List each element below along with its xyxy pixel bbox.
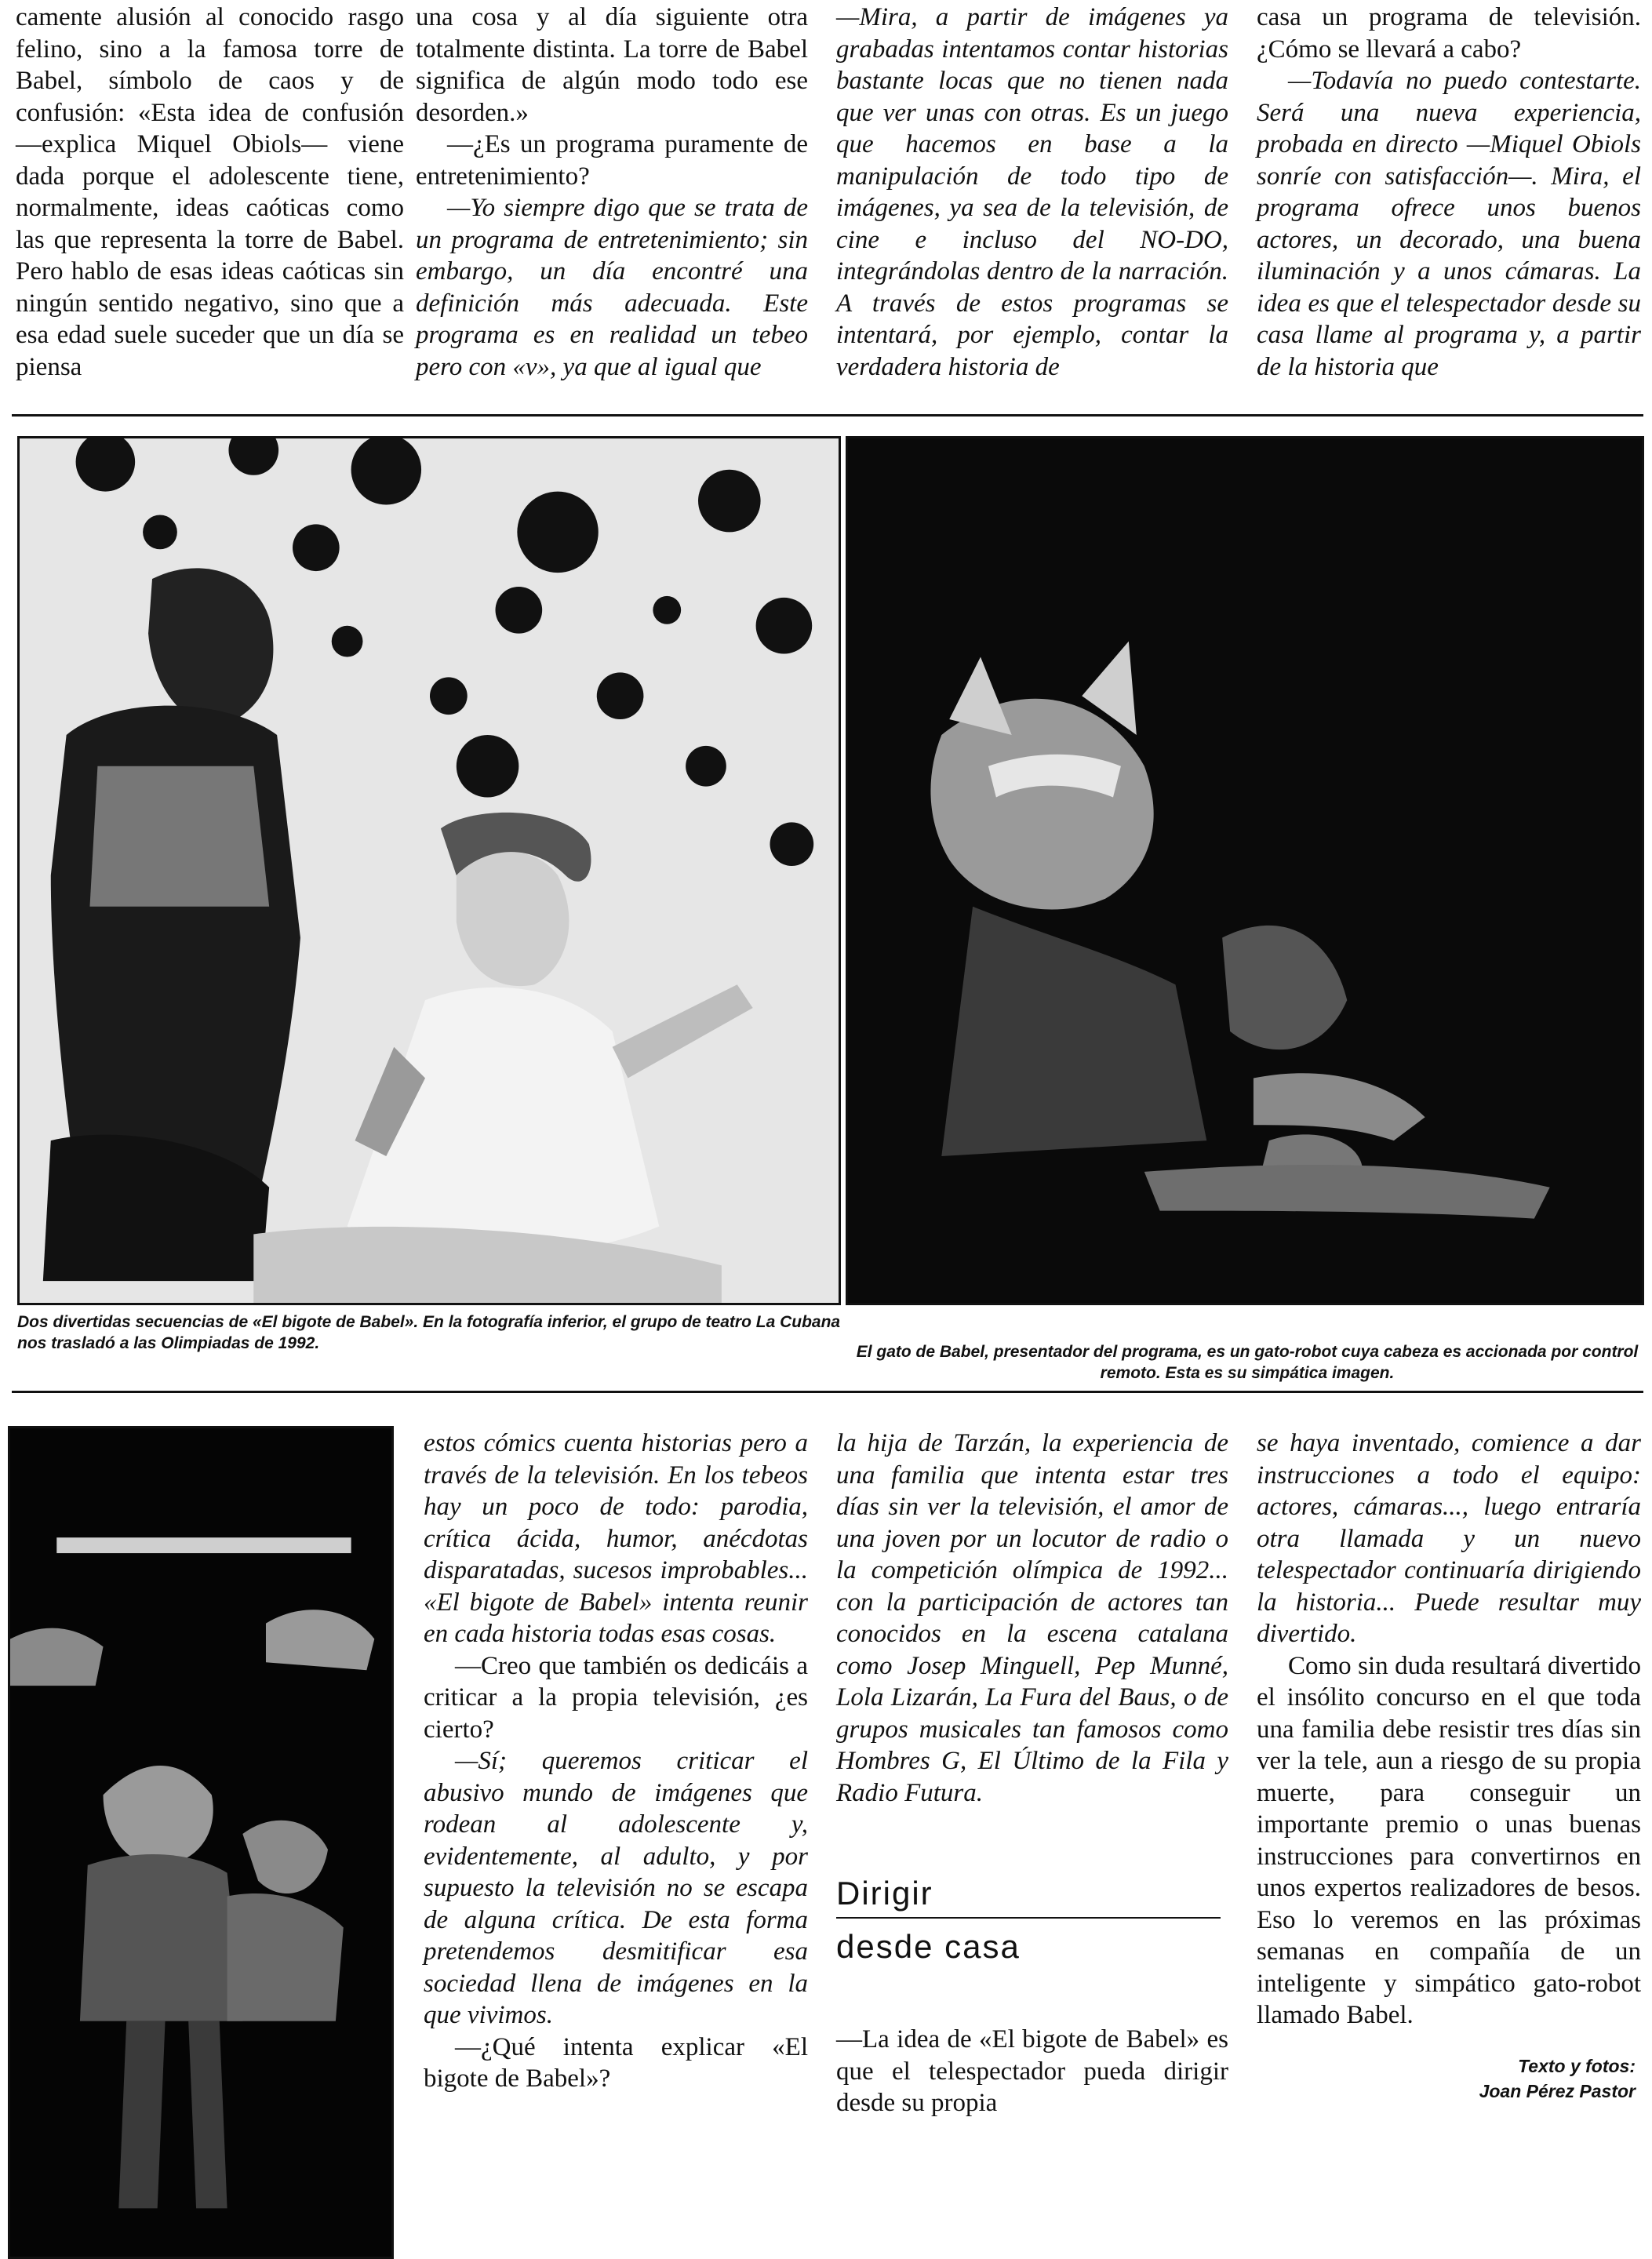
paragraph: casa un programa de televisión. ¿Cómo se llevará a cabo?	[1257, 3, 1641, 64]
paragraph: —Mira, a partir de imágenes ya grabadas intentamos contar historias bastante locas que no tienen nada que ver unas con otras. Es un juego que hacemos en base a la manipulación de todo tipo de imágenes, ya sea de la televisión, de cine e incluso del NO-DO, integrándolas dentro de la narración. A través de estos programas se intentará, por ejemplo, contar la verdadera historia de	[836, 3, 1228, 381]
paragraph: —¿Es un programa puramente de entretenimiento?	[416, 130, 808, 191]
paragraph: camente alusión al conocido rasgo felino, sino a la famosa torre de Babel, símbolo de caos y de confusión: «Esta idea de confusión —explica Miquel Obiols— viene dada porque el adolescente tiene, normalmente, ideas caóticas como las que representa la torre de Babel. Pero hablo de esas ideas caóticas sin ningún sentido negativo, sino que a esa edad suele suceder que un día se piensa	[16, 3, 404, 381]
top-column-3	[836, 2, 1228, 383]
paragraph: —Yo siempre digo que se trata de un programa de entretenimiento; sin embargo, un día encontré una definición más adecuada. Este programa es en realidad un tebeo pero con «v», ya que al igual que	[416, 194, 808, 381]
middle-divider	[12, 1391, 1643, 1393]
photo-la-cubana-olympics	[8, 1426, 394, 2259]
author-credit	[1334, 2053, 1636, 2104]
paragraph: —Todavía no puedo contestarte. Será una nueva experiencia, probada en directo —Miquel Obiols sonríe con satisfacción—. Mira, el programa ofrece unos buenos actores, un decorado, una buena iluminación y a unos cámaras. La idea es que el telespectador desde su casa llame al programa y, a partir de la historia que	[1257, 67, 1641, 381]
section-heading-line-2: desde casa	[836, 1928, 1021, 1965]
photo-caption-right: El gato de Babel, presentador del programa, es un gato-robot cuya cabeza es accionada por control remoto. Esta es su simpática imagen.	[856, 1343, 1639, 1382]
paragraph: —Creo que también os dedicáis a criticar a la propia televisión, ¿es cierto?	[424, 1651, 808, 1744]
photo-caption-left: Dos divertidas secuencias de «El bigote de Babel». En la fotografía inferior, el grupo de teatro La Cubana nos trasladó a las Olimpiadas de 1992.	[17, 1313, 841, 1352]
top-column-4	[1257, 2, 1641, 383]
top-column-2	[416, 2, 808, 383]
top-column-1	[16, 2, 404, 383]
bottom-column-2	[836, 1428, 1228, 1809]
bottom-column-1	[424, 1428, 808, 2095]
paragraph: Como sin duda resultará divertido el insólito concurso en el que toda una familia debe resistir tres días sin ver la tele, aun a riesgo de su propia muerte, para conseguir un importante premio o unas buenas instrucciones para convertirnos en unos expertos realizadores de besos. Eso lo veremos en las próximas semanas en compañía de un inteligente y simpático gato-robot llamado Babel.	[1257, 1651, 1641, 2029]
photo-robot-cat	[846, 436, 1644, 1305]
after-heading-text	[836, 2024, 1228, 2119]
paragraph: la hija de Tarzán, la experiencia de una familia que intenta estar tres días sin ver la televisión, el amor de una joven por un locutor de radio o la competición olímpica de 1992... con la participación de actores tan conocidos en la escena catalana como Josep Minguell, Pep Munné, Lola Lizarán, La Fura del Baus, o de grupos musicales tan famosos como Hombres G, El Último de la Fila y Radio Futura.	[836, 1429, 1228, 1807]
paragraph: estos cómics cuenta historias pero a través de la televisión. En los tebeos hay un poco de todo: parodia, crítica ácida, humor, anécdotas disparatadas, sucesos improbables... «El bigote de Babel» intenta reunir en cada historia todas esas cosas.	[424, 1429, 808, 1648]
credit-line-1: Texto y fotos:	[1518, 2056, 1636, 2076]
photo-actors-scene	[17, 436, 841, 1305]
section-heading-rule	[836, 1917, 1221, 1919]
paragraph: —¿Qué intenta explicar «El bigote de Babel»?	[424, 2032, 808, 2093]
credit-author: Joan Pérez Pastor	[1479, 2081, 1636, 2101]
paragraph: se haya inventado, comience a dar instrucciones a todo el equipo: actores, cámaras..., luego entraría otra llamada y un nuevo telespectador continuaría dirigiendo la historia... Puede resultar muy divertido.	[1257, 1429, 1641, 1648]
paragraph: —La idea de «El bigote de Babel» es que el telespectador pueda dirigir desde su propia	[836, 2025, 1228, 2117]
section-heading-line-1: Dirigir	[836, 1875, 933, 1912]
top-divider	[12, 414, 1643, 417]
paragraph: una cosa y al día siguiente otra totalmente distinta. La torre de Babel significa de algún modo todo ese desorden.»	[416, 3, 808, 127]
paragraph: —Sí; queremos criticar el abusivo mundo de imágenes que rodean al adolescente y, evidentemente, al adulto, y por supuesto la televisión no se escapa de alguna crítica. De esta forma pretendemos desmitificar esa sociedad llena de imágenes en la que vivimos.	[424, 1747, 808, 2029]
bottom-column-3	[1257, 1428, 1641, 2032]
